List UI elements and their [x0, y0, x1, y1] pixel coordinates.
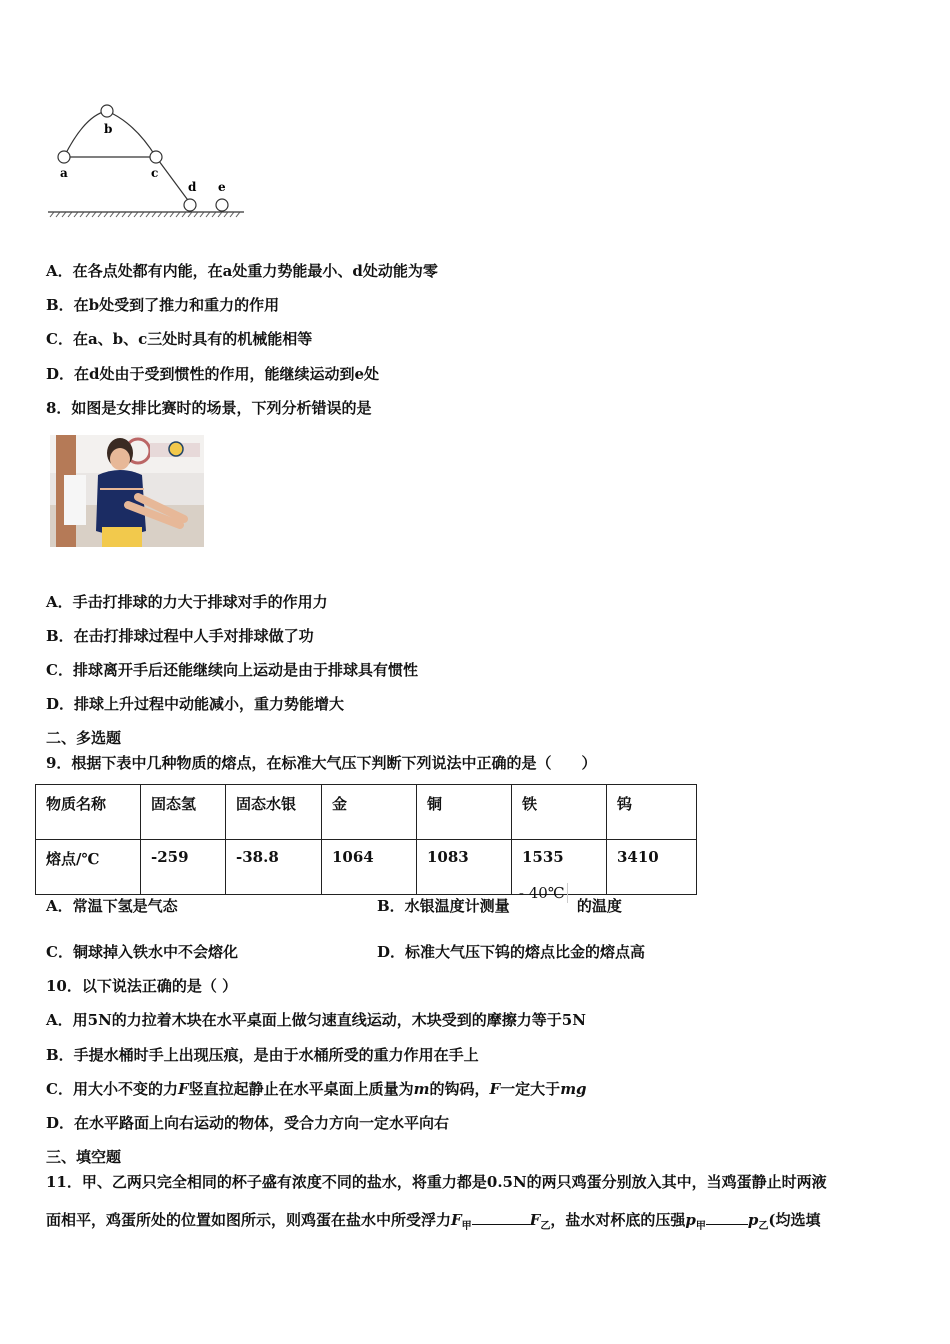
- table-cell: 1083: [417, 840, 512, 895]
- table-cell: 钨: [607, 785, 697, 840]
- symbol-F: F: [529, 1211, 541, 1229]
- q8-option-a: A．手击打排球的力大于排球对手的作用力: [46, 593, 328, 611]
- subscript-yi: 乙: [540, 1221, 551, 1232]
- symbol-p: p: [747, 1211, 759, 1229]
- table-cell: -259: [141, 840, 226, 895]
- table-cell: 1535: [512, 840, 607, 895]
- table-cell: 铁: [512, 785, 607, 840]
- q8-option-b: B．在击打排球过程中人手对排球做了功: [46, 627, 314, 645]
- ball-d: [184, 199, 196, 211]
- table-cell: 1064: [322, 840, 417, 895]
- q10-option-c-text: 一定大于: [500, 1080, 561, 1098]
- melting-point-table: [35, 784, 697, 895]
- q7-option-b: B．在b处受到了推力和重力的作用: [46, 296, 280, 314]
- q8-stem: 8．如图是女排比赛时的场景，下列分析错误的是: [46, 399, 372, 417]
- ball-a: [58, 151, 70, 163]
- subscript-jia: 甲: [461, 1221, 472, 1232]
- label-e: e: [218, 180, 226, 194]
- q9-option-b-post: 的温度: [576, 897, 622, 915]
- q9-option-d: D．标准大气压下钨的熔点比金的熔点高: [377, 943, 646, 961]
- q10-option-c-text: 竖直拉起静止在水平桌面上质量为: [188, 1080, 414, 1098]
- volleyball-photo: [50, 435, 204, 547]
- table-cell: 物质名称: [36, 785, 141, 840]
- q9-option-b-value: - 40℃: [519, 883, 568, 903]
- table-cell: 固态氢: [141, 785, 226, 840]
- table-row: [36, 840, 697, 895]
- table-cell: 金: [322, 785, 417, 840]
- q10-option-c-text: C．用大小不变的力: [46, 1080, 178, 1098]
- q8-option-c: C．排球离开手后还能继续向上运动是由于排球具有惯性: [46, 661, 418, 679]
- table-cell: -38.8: [226, 840, 322, 895]
- q11-text: ，盐水对杯底的压强: [550, 1211, 686, 1229]
- label-c: c: [151, 166, 159, 180]
- q9-option-c: C．铜球掉入铁水中不会熔化: [46, 943, 238, 961]
- symbol-mg: mg: [560, 1080, 587, 1098]
- q9-stem: 9．根据下表中几种物质的熔点，在标准大气压下判断下列说法中正确的是（ ）: [46, 754, 597, 772]
- subscript-yi: 乙: [758, 1221, 769, 1232]
- ball-e: [216, 199, 228, 211]
- q11-text: 面相平，鸡蛋所处的位置如图所示，则鸡蛋在盐水中所受浮力: [46, 1211, 452, 1229]
- trajectory-diagram: [40, 95, 250, 225]
- q7-option-d: D．在d处由于受到惯性的作用，能继续运动到e处: [46, 365, 380, 383]
- q9-option-b-pre: B．水银温度计测量: [377, 897, 510, 915]
- table-cell: 3410: [607, 840, 697, 895]
- q10-option-a: A．用5N的力拉着木块在水平桌面上做匀速直线运动，木块受到的摩擦力等于5N: [46, 1011, 586, 1029]
- q10-option-b: B．手提水桶时手上出现压痕，是由于水桶所受的重力作用在手上: [46, 1046, 479, 1064]
- q7-option-c: C．在a、b、c三处时具有的机械能相等: [46, 330, 313, 348]
- cd-line: [156, 157, 190, 203]
- symbol-F: F: [489, 1080, 501, 1098]
- q11-line-2: [46, 1210, 820, 1237]
- q11-line-1: 11．甲、乙两只完全相同的杯子盛有浓度不同的盐水，将重力都是0.5N的两只鸡蛋分别放入其中，当鸡蛋静止时两液: [46, 1173, 827, 1191]
- symbol-m: m: [413, 1080, 430, 1098]
- subscript-jia: 甲: [695, 1221, 706, 1232]
- table-cell: 铜: [417, 785, 512, 840]
- label-d: d: [188, 180, 197, 194]
- answer-blank[interactable]: [472, 1210, 530, 1225]
- q9-option-b: [377, 884, 622, 916]
- table-cell: 熔点/℃: [36, 840, 141, 895]
- section-2-title: 二、多选题: [46, 729, 122, 747]
- table-row: [36, 785, 697, 840]
- symbol-F: F: [177, 1080, 189, 1098]
- q10-stem: 10．以下说法正确的是（ ）: [46, 977, 238, 995]
- ground-hatch: [50, 212, 240, 217]
- q10-option-c: [46, 1079, 587, 1099]
- q8-option-d: D．排球上升过程中动能减小，重力势能增大: [46, 695, 345, 713]
- label-b: b: [104, 122, 113, 136]
- answer-blank[interactable]: [706, 1210, 748, 1225]
- q10-option-c-text: 的钩码，: [429, 1080, 490, 1098]
- q11-text: (均选填: [768, 1211, 821, 1229]
- label-a: a: [60, 166, 68, 180]
- q7-option-a: A．在各点处都有内能，在a处重力势能最小、d处动能为零: [46, 262, 438, 280]
- symbol-F: F: [451, 1211, 462, 1229]
- table-cell: 固态水银: [226, 785, 322, 840]
- q10-option-d: D．在水平路面上向右运动的物体，受合力方向一定水平向右: [46, 1114, 450, 1132]
- ball-c: [150, 151, 162, 163]
- q9-option-a: A．常温下氢是气态: [46, 897, 178, 915]
- symbol-p: p: [685, 1211, 696, 1229]
- ball-b: [101, 105, 113, 117]
- section-3-title: 三、填空题: [46, 1148, 122, 1166]
